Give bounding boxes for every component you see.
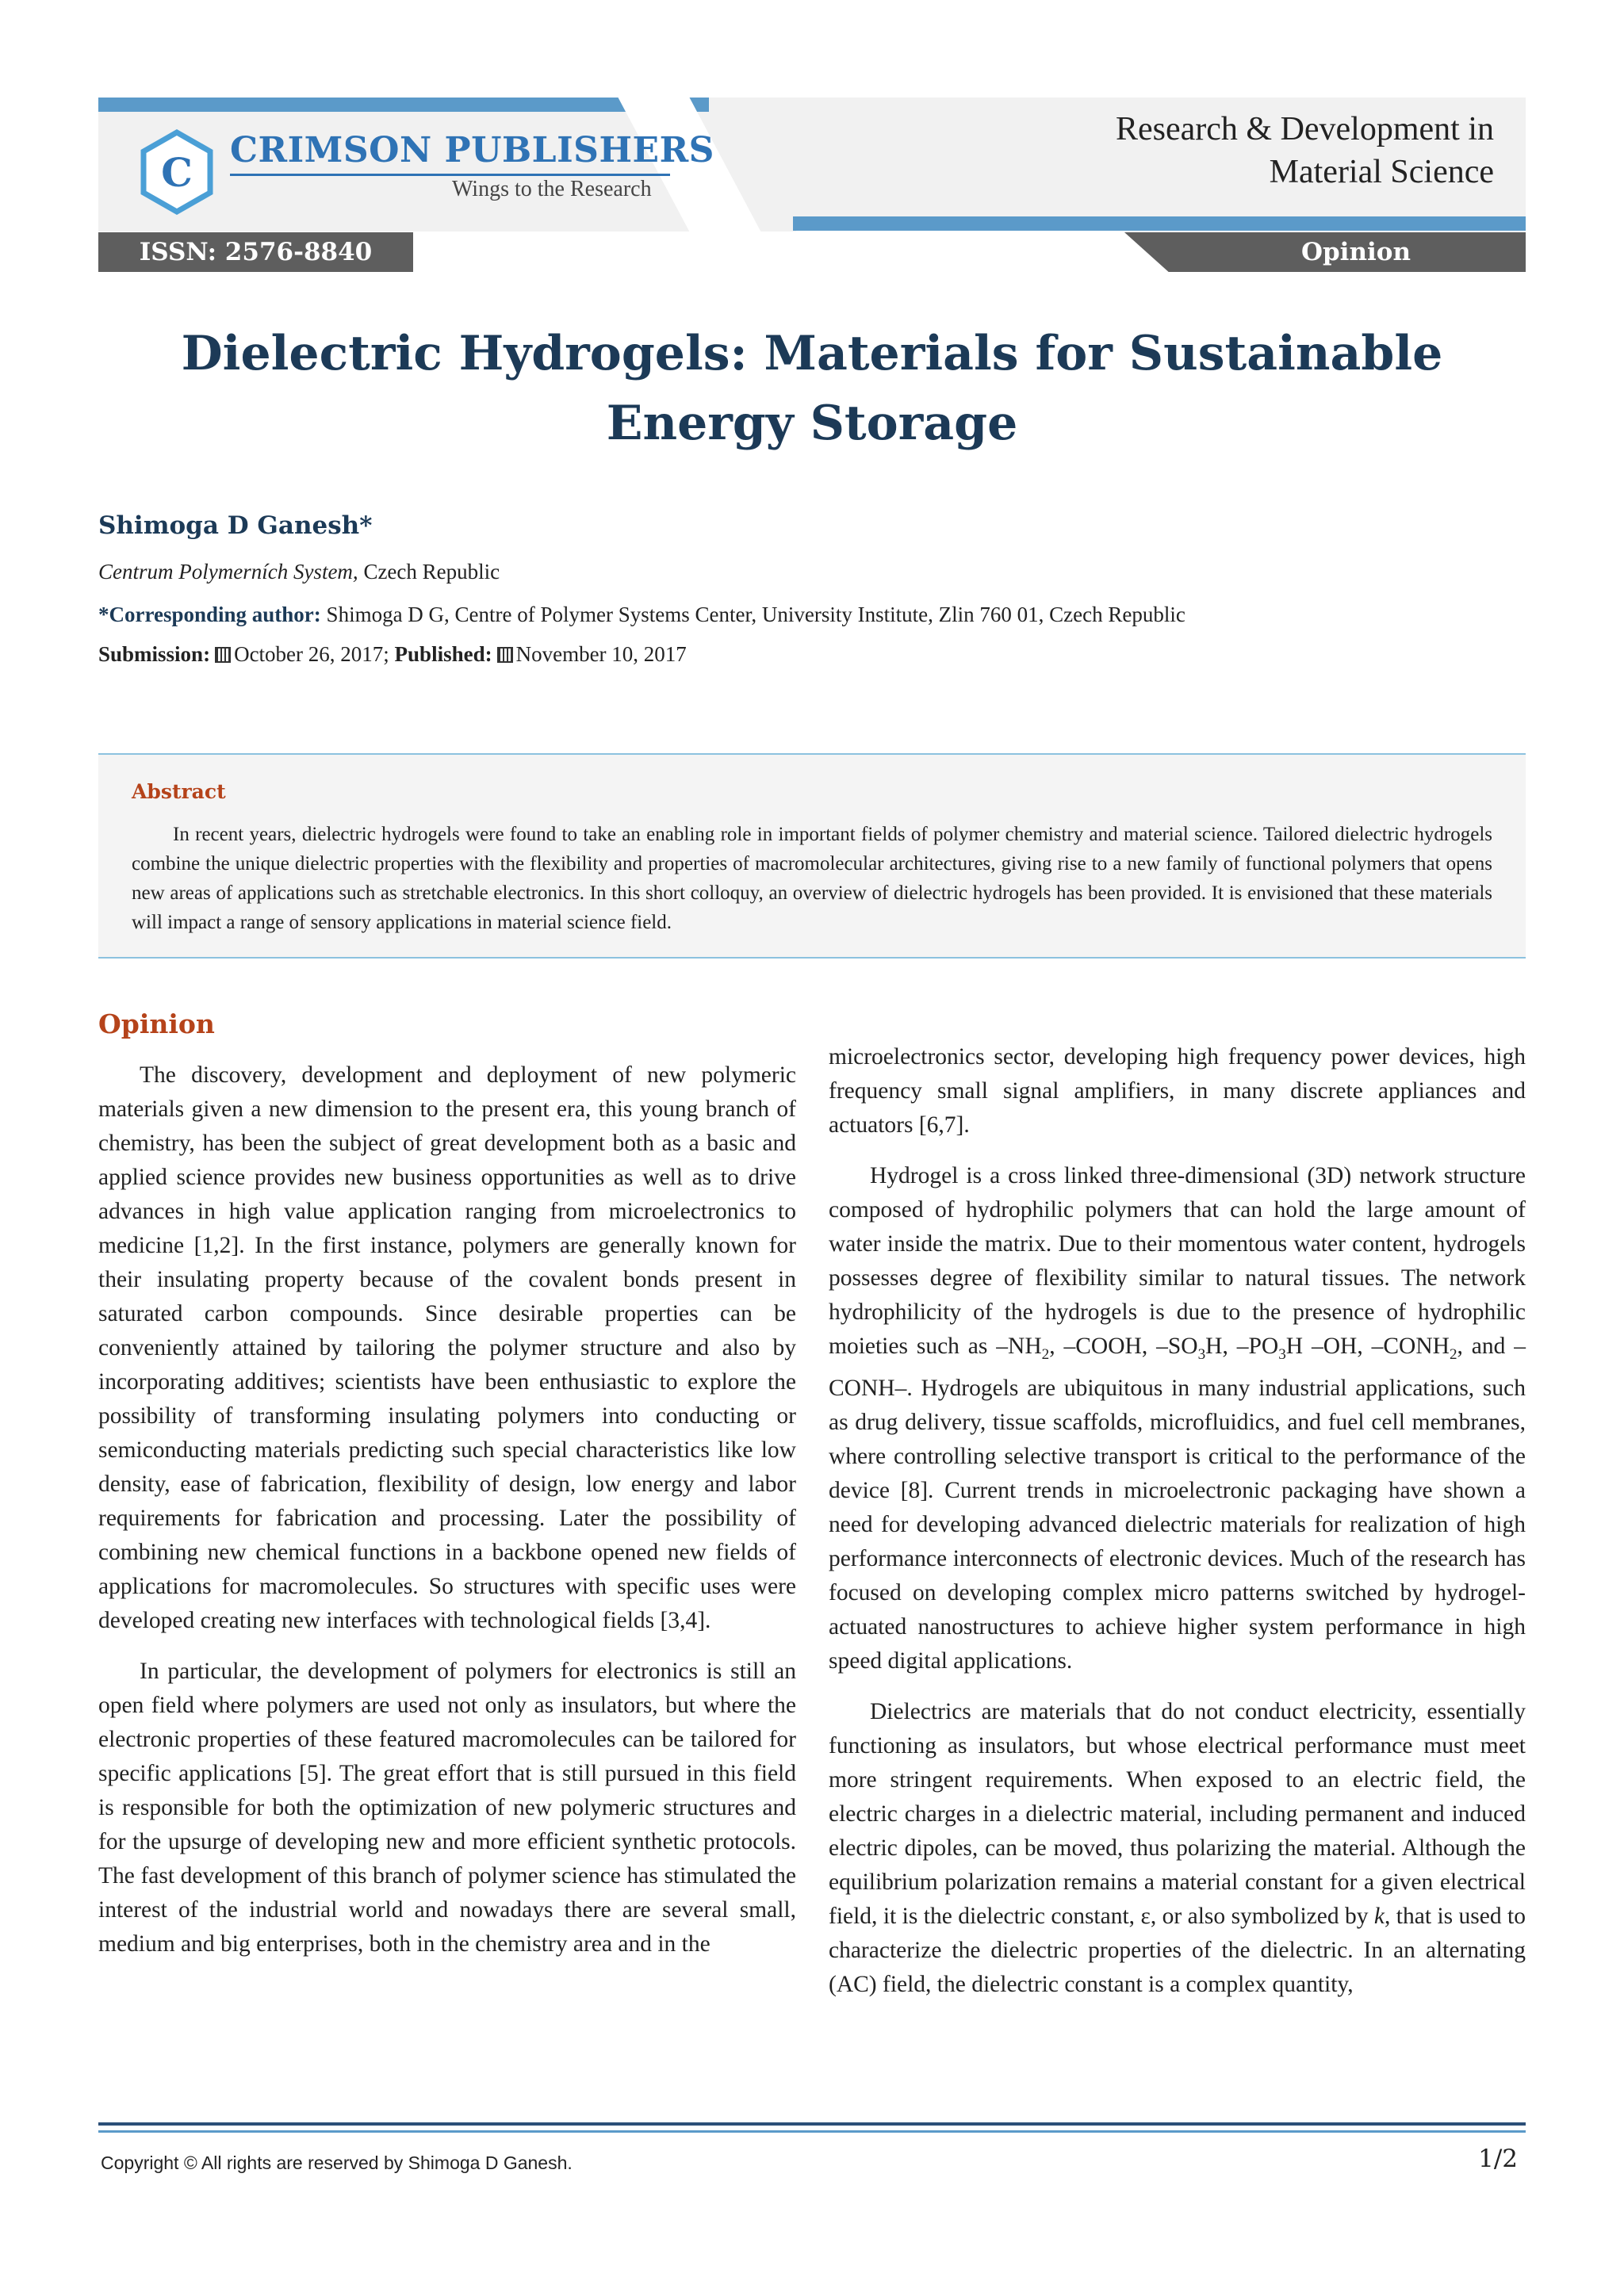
corresponding-author-details: Shimoga D G, Centre of Polymer Systems Center, University Institute, Zlin 760 01, Czech Republic	[320, 603, 1185, 626]
paragraph: Dielectrics are materials that do not conduct electricity, essentially functioning as insulators, but whose electrical performance must meet more stringent requirements. When exposed to an electric field, the electric charges in a dielectric material, including permanent and induced electric dipoles, can be moved, thus polarizing the material. Although the equilibrium polarization remains a material constant for a given electrical field, it is the dielectric constant, ε, or also symbolized by k, that is used to characterize the dielectric properties of the dielectric. In an alternating (AC) field, the dielectric constant is a complex quantity,	[829, 1698, 1526, 1997]
corresponding-author	[98, 603, 1185, 627]
journal-name	[1116, 108, 1494, 193]
submission-date: October 26, 2017;	[234, 642, 389, 666]
header-left-accent-bar	[98, 98, 709, 112]
issn-label: ISSN: 2576-8840	[98, 232, 413, 272]
logo-letter: C	[161, 149, 193, 196]
page-number: 1/2	[1478, 2145, 1518, 2173]
publisher-underline	[230, 174, 670, 176]
paragraph: In particular, the development of polymers for electronics is still an open field where polymers are used not only as insulators, but where the electronic properties of these featured macromolecules can be tailored for specific applications [5]. The great effort that is still pursued in this field is responsible for both the optimization of new polymeric structures and for the upsurge of developing new and more efficient synthetic protocols. The fast development of this branch of polymer science has stimulated the interest of the industrial world and nowadays there are several small, medium and big enterprises, both in the chemistry area and in the	[98, 1659, 796, 1957]
calendar-icon	[215, 647, 231, 663]
affiliation-country: Czech Republic	[358, 560, 500, 584]
publisher-tagline: Wings to the Research	[452, 177, 652, 201]
copyright-notice: Copyright © All rights are reserved by Shimoga D Ganesh.	[101, 2152, 573, 2173]
abstract-text: In recent years, dielectric hydrogels were found to take an enabling role in important fields of polymer chemistry and material science. Tailored dielectric hydrogels combine the unique dielectric properties with the flexibility and properties of macromolecular architectures, giving rise to a new family of functional polymers that opens new areas of applications such as stretchable electronics. In this short colloquy, an overview of dielectric hydrogels has been provided. It is envisioned that these materials will impact a range of sensory applications in material science field.	[132, 824, 1492, 933]
left-column	[98, 1058, 796, 1961]
affiliation-institution: Centrum Polymerních System,	[98, 560, 358, 584]
journal-name-line1: Research & Development in	[1115, 111, 1494, 147]
published-label: Published:	[394, 642, 492, 666]
header-right-accent-bar	[793, 216, 1526, 231]
paragraph: Hydrogel is a cross linked three-dimensional (3D) network structure composed of hydrophilic polymers that can hold the large amount of water inside the matrix. Due to their momentous water content, hydrogels possesses degree of flexibility similar to natural tissues. The network hydrophilicity of the hydrogels is due to the presence of hydrophilic moieties such as $-NH_2$, –COOH, $-SO_3H$, $-PO_3H$ –OH, $-CONH_2$, and –CONH–. Hydrogels are ubiquitous in many industrial applications, such as drug delivery, tissue scaffolds, microfluidics, and fuel cell membranes, where controlling selective transport is critical to the performance of the device [8]. Current trends in microelectronic packaging have shown a need for developing advanced dielectric materials for realization of high performance interconnects of electronic devices. Much of the research has focused on developing complex micro patterns switched by hydrogel-actuated nanostructures to achieve higher system performance in high speed digital applications.	[829, 1163, 1526, 1674]
publisher-logo-icon	[139, 129, 215, 215]
paragraph: microelectronics sector, developing high frequency power devices, high frequency small signal amplifiers, in many discrete appliances and actuators [6,7].	[829, 1044, 1526, 1138]
article-dates	[98, 642, 687, 667]
footer-rule	[98, 2122, 1526, 2126]
right-column	[829, 1040, 1526, 2002]
article-title: Dielectric Hydrogels: Materials for Sustainable Energy Storage	[181, 326, 1443, 451]
submission-label: Submission:	[98, 642, 211, 666]
published-date: November 10, 2017	[515, 642, 687, 666]
article-type-label: Opinion	[1301, 238, 1411, 266]
author-name: Shimoga D Ganesh*	[98, 511, 373, 540]
corresponding-author-label: *Corresponding author:	[98, 603, 321, 626]
calendar-icon	[497, 647, 513, 663]
publisher-name: CRIMSON PUBLISHERS	[230, 130, 714, 170]
footer-rule-accent	[98, 2130, 1526, 2133]
journal-name-line2: Material Science	[1269, 154, 1494, 190]
section-heading: Opinion	[98, 1008, 215, 1039]
author-affiliation	[98, 560, 500, 584]
abstract-heading: Abstract	[132, 780, 226, 803]
paragraph: The discovery, development and deployment of new polymeric materials given a new dimension to the present era, this young branch of chemistry, has been the subject of great development both as a basic and applied science provides new business opportunities as well as to drive advances in high value application ranging from microelectronics to medicine [1,2]. In the first instance, polymers are generally known for their insulating property because of the covalent bonds present in saturated carbon compounds. Since desirable properties can be conveniently attained by tailoring the polymer structure and also by incorporating additives; scientists have been enthusiastic to explore the possibility of transforming insulating polymers into conducting or semiconducting materials predicting such special characteristics like low density, ease of fabrication, flexibility of design, low energy and labor requirements for fabrication and processing. Later the possibility of combining new chemical functions in a backbone opened new fields of applications for macromolecules. So structures with specific uses were developed creating new interfaces with technological fields [3,4].	[98, 1062, 796, 1633]
